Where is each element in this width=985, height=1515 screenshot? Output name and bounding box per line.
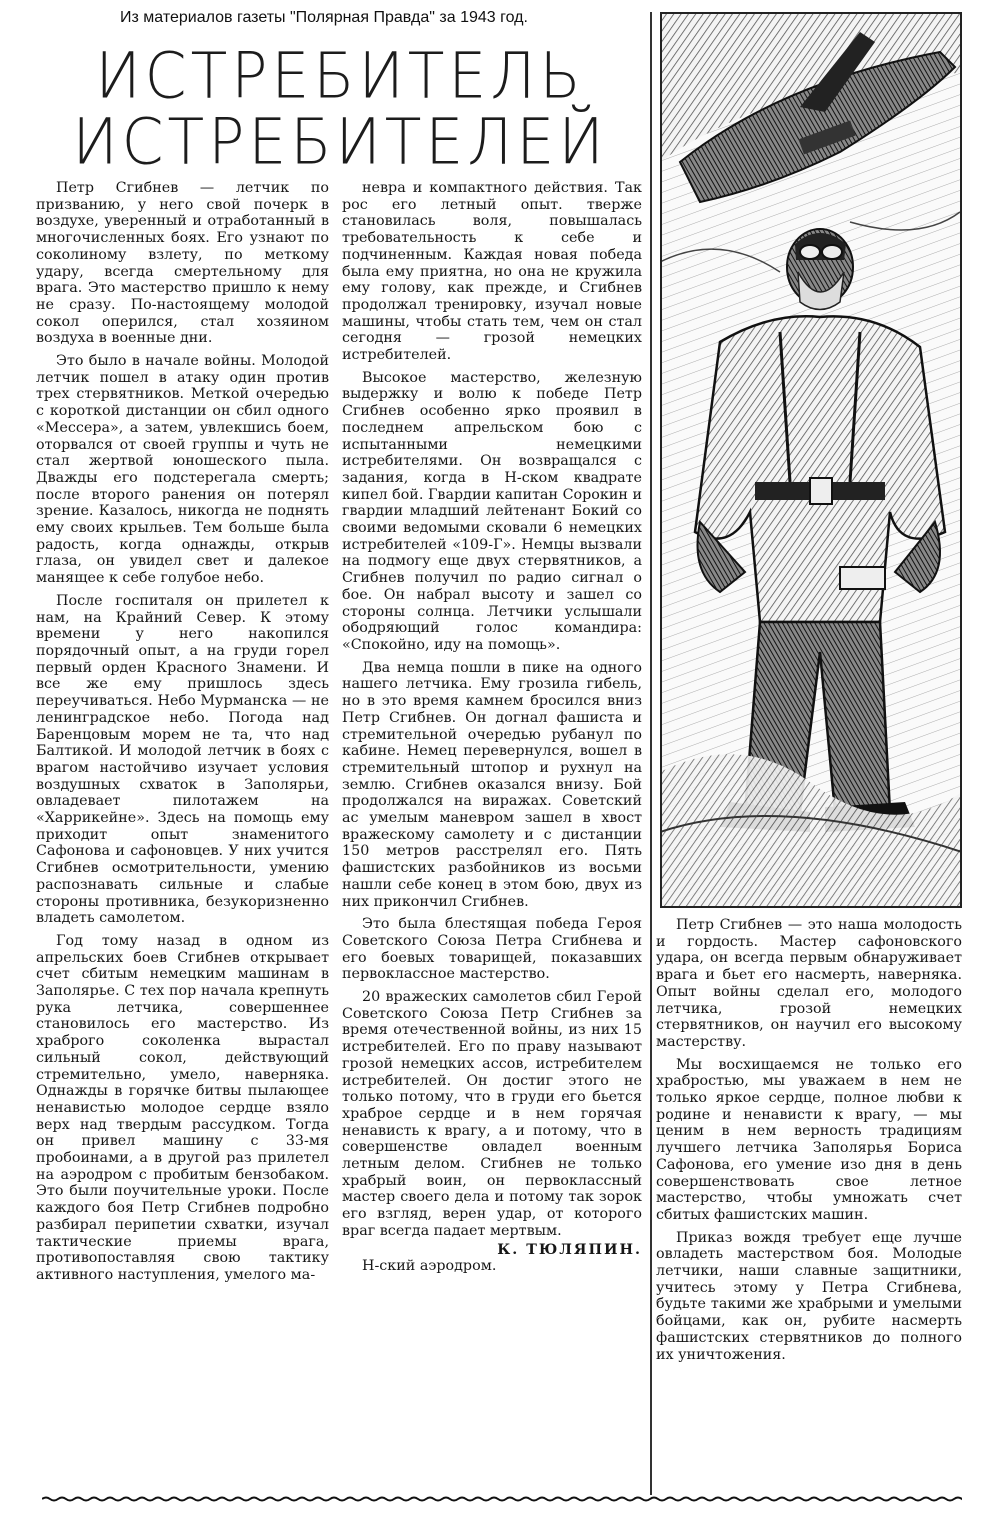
headline [60, 39, 620, 180]
author-signature: К. ТЮЛЯПИН. [497, 1241, 642, 1258]
pilot-illustration [660, 12, 962, 908]
paragraph: Приказ вождя требует еще лучше овладеть мастерством боя. Молодые летчики, наши славные защитники, учитесь этому у Петра Сгибнева, будьте такими же храбрыми и умелыми бойцами, как он, рубите насмерть фашистских стервятников до полного их уничтожения. [656, 1229, 962, 1363]
bottom-wavy-rule [42, 1496, 962, 1502]
paragraph: Высокое мастерство, железную выдержку и волю к победе Петр Сгибнев особенно ярко проявил в последнем апрельском бою с испытанными немецкими истребителями. Он возвращался с задания, когда в Н-ском квадрате кипел бой. Гвардии капитан Сорокин и гвардии младший лейтенант Бокий со своими ведомыми сковали 6 немецких истребителей «109-Г». Немцы вызвали на подмогу еще двух стервятников, а Сгибнев получил по радио сигнал о бое. Он набрал высоту и зашел со стороны солнца. Летчики услышали ободряющий голос командира: «Спокойно, иду на помощь». [342, 369, 642, 653]
paragraph: После госпиталя он прилетел к нам, на Крайний Север. К этому времени у него накопился порядочный опыт, а на груди горел первый орден Красного Знамени. И все же ему пришлось здесь переучиваться. Небо Мурманска — не ленинградское небо. Погода над Баренцовым морем не та, что над Балтикой. И молодой летчик в боях с врагом настойчиво изучает условия воздушных схваток в Заполярьи, овладевает пилотажем на «Харрикейне». Здесь на помощь ему приходит опыт знаменитого Сафонова и сафоновцев. У них учится Сгибнев осмотрительности, умению распознавать сильные и слабые стороны противника, безукоризненно владеть самолетом. [36, 592, 329, 927]
paragraph: Петр Сгибнев — летчик по призванию, у него свой почерк в воздухе, уверенный и отработанный в многочисленных боях. Его узнают по соколиному взлету, по меткому удару, всегда смертельному для врага. Это мастерство пришло к нему не сразу. По-настоящему молодой сокол оперился, стал хозяином воздуха в военные дни. [36, 180, 329, 347]
article-column-2 [342, 180, 642, 1275]
paragraph: Мы восхищаемся не только его храбростью, мы уважаем в нем не только яркое сердце, полное любви к родине и ненависти к врагу, — мы ценим в нем верность традициям лучшего летчика Заполярья Бориса Сафонова, его умение изо дня в день совершенствовать свое летное мастерство, чтобы умножать счет сбитых фашистских машин. [656, 1056, 962, 1223]
archive-caption: Из материалов газеты "Полярная Правда" за 1943 год. [120, 9, 528, 26]
paragraph: Год тому назад в одном из апрельских боев Сгибнев открывает счет сбитым немецким машинам в Заполярье. С тех пор начала крепнуть рука летчика, совершеннее становилось его мастерство. Из храброго соколенка вырастал сильный сокол, действующий стремительно, умело, наверняка. Однажды в горячке битвы пылающее ненавистью молодое сердце взяло верх над твердым рассудком. Тогда он привел машину с 33-мя пробоинами, а в другой раз прилетел на аэродром с пробитым бензобаком. Это были поучительные уроки. После каждого боя Петр Сгибнев подробно разбирал перипетии схватки, изучал тактические приемы врага, противопоставляя свою тактику активного наступления, умелого ма- [36, 932, 329, 1283]
paragraph: 20 вражеских самолетов сбил Герой Советского Союза Петр Сгибнев за время отечественной войны, из них 15 истребителей. Его по праву называют грозой немецких ассов, истребителем истребителей. Он достиг этого не только потому, что в груди его бьется храброе сердце и в нем горячая ненависть к врагу, а и потому, что в совершенстве овладел военным летным делом. Сгибнев не только храбрый воин, он первоклассный мастер своего дела и потому так зорок его взгляд, верен удар, от которого враг всегда падает мертвым. [342, 989, 642, 1239]
headline-line-1: ИСТРЕБИТЕЛЬ [95, 39, 585, 114]
dateline-place: Н-ский аэродром. [362, 1258, 497, 1275]
article-column-1 [36, 180, 329, 1284]
paragraph: Два немца пошли в пике на одного нашего летчика. Ему грозила гибель, но в это время камнем бросился вниз Петр Сгибнев. Он догнал фашиста и стремительной очередью рубанул по кабине. Немец перевернулся, вошел в стремительный штопор и рухнул на землю. Сгибнев оказался внизу. Бой продолжался на виражах. Советский ас умелым маневром зашел в хвост вражескому самолету и с дистанции 150 метров расстрелял его. Пять фашистских разбойников из восьми нашли себе конец в этом бою, двух из них прикончил Сгибнев. [342, 659, 642, 910]
article-column-3 [656, 917, 962, 1363]
headline-line-2: ИСТРЕБИТЕЛЕЙ [72, 105, 608, 180]
paragraph: Это была блестящая победа Героя Советского Союза Петра Сгибнева и его боевых товарищей, показавших первоклассное мастерство. [342, 916, 642, 983]
paragraph: Это было в начале войны. Молодой летчик пошел в атаку один против трех стервятников. Меткой очередью с короткой дистанции он сбил одного «Мессера», а затем, увлекшись боем, оторвался от своей группы и чуть не стал жертвой юношеского пыла. Дважды его подстерегала смерть; после второго ранения он потерял зрение. Казалось, никогда не поднять ему своих крыльев. Тем больше была радость, когда однажды, открыв глаза, он увидел свет и далекое манящее к себе голубое небо. [36, 353, 329, 587]
paragraph: невра и компактного действия. Так рос его летный опыт. тверже становилась воля, повышалась требовательность к себе и подчиненным. Каждая новая победа была ему приятна, но она не кружила ему голову, как прежде, и Сгибнев продолжал тренировку, изучал новые машины, чтобы стать тем, чем он стал сегодня — грозой немецких истребителей. [342, 180, 642, 364]
paragraph: Петр Сгибнев — это наша молодость и гордость. Мастер сафоновского удара, он всегда первым обнаруживает врага и бьет его насмерть, наверняка. Опыт войны сделал его, молодого летчика, грозой немецких стервятников, он научил его высокому мастерству. [656, 917, 962, 1050]
column-divider [650, 12, 652, 1495]
